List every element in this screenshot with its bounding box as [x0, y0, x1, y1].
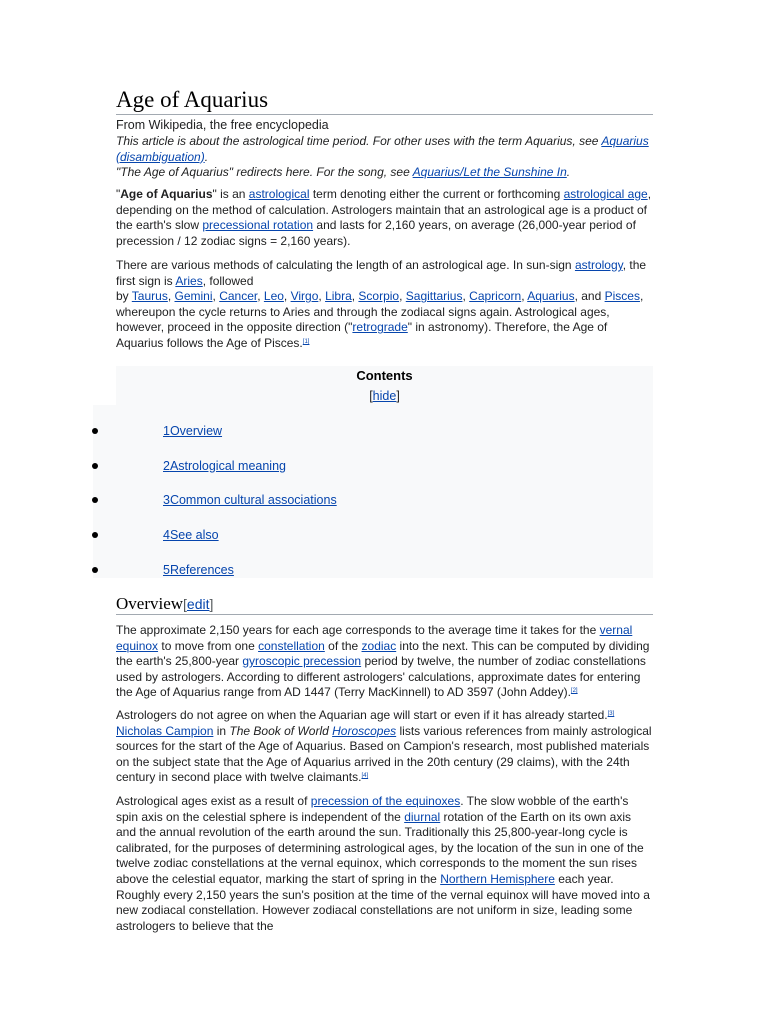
link-nicholas-campion[interactable]: Nicholas Campion: [116, 723, 214, 738]
link-sign[interactable]: Leo: [263, 289, 284, 304]
toc-hide-toggle: [hide]: [369, 389, 400, 403]
page-title: Age of Aquarius: [116, 86, 653, 115]
link-aquarius-disambiguation[interactable]: Aquarius (disambiguation): [116, 134, 649, 164]
link-gyroscopic-precession[interactable]: gyroscopic precession: [242, 654, 362, 669]
link-sign[interactable]: Pisces: [604, 289, 640, 304]
link-sign[interactable]: Sagittarius: [405, 289, 463, 304]
link-aquarius-song[interactable]: Aquarius/Let the Sunshine In: [412, 165, 567, 179]
toc-title: Contents: [356, 368, 413, 383]
link-constellation[interactable]: constellation: [258, 638, 325, 653]
link-sign[interactable]: Taurus: [131, 289, 168, 304]
link-diurnal[interactable]: diurnal: [404, 809, 441, 824]
reference-link[interactable]: [1]: [302, 338, 310, 345]
link-retrograde[interactable]: retrograde: [352, 320, 408, 335]
toc-item-astrological-meaning[interactable]: 2Astrological meaning: [163, 459, 286, 473]
reference-link[interactable]: [3]: [607, 711, 615, 717]
link-vernal-equinox[interactable]: vernal equinox: [116, 623, 633, 653]
link-precessional-rotation[interactable]: precessional rotation: [202, 218, 314, 233]
link-sign[interactable]: Capricorn: [469, 289, 522, 304]
toc-item-see-also[interactable]: 4See also: [163, 528, 219, 542]
overview-paragraph-2: Astrologers do not agree on when the Aquarian age will start or even if it has already started.[3] Nicholas Campion in The Book of World Horoscopes lists various references from mainly astrological sources for the start of the Age of Aquarius. Based on Campion's research, most published materials on the subject state that the Age of Aquarius arrived in the 20th century (29 claims), with the 24th century in second place with twelve claimants.[4]: [116, 708, 652, 785]
reference-link[interactable]: [4]: [361, 773, 369, 780]
link-zodiac[interactable]: zodiac: [361, 638, 397, 653]
signs-paragraph: There are various methods of calculating the length of an astrological age. In sun-sign astrology, the first sign is Aries, followed by Taurus, Gemini, Cancer, Leo, Virgo, Libra, Scorpio, Sagittarius, Capricorn, Aquarius, and Pisces, whereupon the cycle returns to Aries and through the zodiacal signs again. Astrological ages, however, proceed in the opposite direction ("retrograde" in astronomy). Therefore, the Age of Aquarius follows the Age of Pisces.[1]: [116, 258, 647, 350]
toc-item-overview[interactable]: 1Overview: [163, 424, 223, 438]
site-subtitle: From Wikipedia, the free encyclopedia: [116, 118, 329, 132]
link-horoscopes[interactable]: Horoscopes: [332, 723, 397, 738]
section-heading-overview: Overview[edit]: [116, 594, 653, 615]
hatnote-disambiguation: This article is about the astrological time period. For other uses with the term Aquarius, see Aquarius (disambiguation).: [116, 134, 649, 164]
link-astrological-age[interactable]: astrological age: [563, 187, 648, 201]
toc-item-references[interactable]: 5References: [163, 563, 234, 577]
bullet-icon: [92, 463, 98, 469]
link-astrology[interactable]: astrology: [574, 258, 623, 272]
toc-hide-link[interactable]: hide: [372, 389, 397, 403]
bullet-icon: [92, 428, 98, 434]
link-astrological[interactable]: astrological: [248, 187, 310, 201]
link-sign[interactable]: Virgo: [290, 289, 319, 304]
toc-item-common-cultural-associations[interactable]: 3Common cultural associations: [163, 493, 337, 507]
link-northern-hemisphere[interactable]: Northern Hemisphere: [440, 871, 555, 886]
edit-section-link[interactable]: edit: [186, 596, 210, 612]
reference-link[interactable]: [2]: [570, 688, 578, 695]
hatnote-redirect: "The Age of Aquarius" redirects here. For the song, see Aquarius/Let the Sunshine In.: [116, 165, 571, 179]
bullet-icon: [92, 497, 98, 503]
link-sign[interactable]: Libra: [325, 289, 352, 304]
link-aries[interactable]: Aries: [175, 273, 203, 288]
link-sign[interactable]: Cancer: [219, 289, 258, 304]
link-sign[interactable]: Aquarius: [527, 289, 575, 304]
intro-paragraph: "Age of Aquarius" is an astrological term denoting either the current or forthcoming astrological age, depending on the method of calculation. Astrologers maintain that an astrological age is a product of the earth's slow precessional rotation and lasts for 2,160 years, on average (26,000-year period of precession / 12 zodiac signs = 2,160 years).: [116, 187, 652, 248]
link-sign[interactable]: Scorpio: [358, 289, 400, 304]
overview-paragraph-3: Astrological ages exist as a result of precession of the equinoxes. The slow wobble of the earth's spin axis on the celestial sphere is independent of the diurnal rotation of the Earth on its own axis and the annual revolution of the earth around the sun. Traditionally this 25,800-year-long cycle is calibrated, for the purposes of determining astrological ages, by the location of the sun in one of the twelve zodiac constellations at the vernal equinox, which corresponds to the moment the sun rises above the celestial equator, marking the start of spring in the Northern Hemisphere each year. Roughly every 2,150 years the sun's position at the time of the vernal equinox will have moved into a new zodiacal constellation. However zodiacal constellations are not uniform in size, leading some astrologers to believe that the: [116, 794, 650, 933]
overview-paragraph-1: The approximate 2,150 years for each age corresponds to the average time it takes for the vernal equinox to move from one constellation of the zodiac into the next. This can be computed by dividing the earth's 25,800-year gyroscopic precession period by twelve, the number of zodiac constellations used by astrologers. According to different astrologers' calculations, approximate dates for entering the Age of Aquarius range from AD 1447 (Terry MacKinnell) to AD 3597 (John Addey).[2]: [116, 623, 650, 700]
bullet-icon: [92, 532, 98, 538]
link-precession-of-equinoxes[interactable]: precession of the equinoxes: [310, 794, 461, 808]
edit-section: [edit]: [183, 596, 214, 612]
link-sign[interactable]: Gemini: [174, 289, 213, 304]
bullet-icon: [92, 567, 98, 573]
